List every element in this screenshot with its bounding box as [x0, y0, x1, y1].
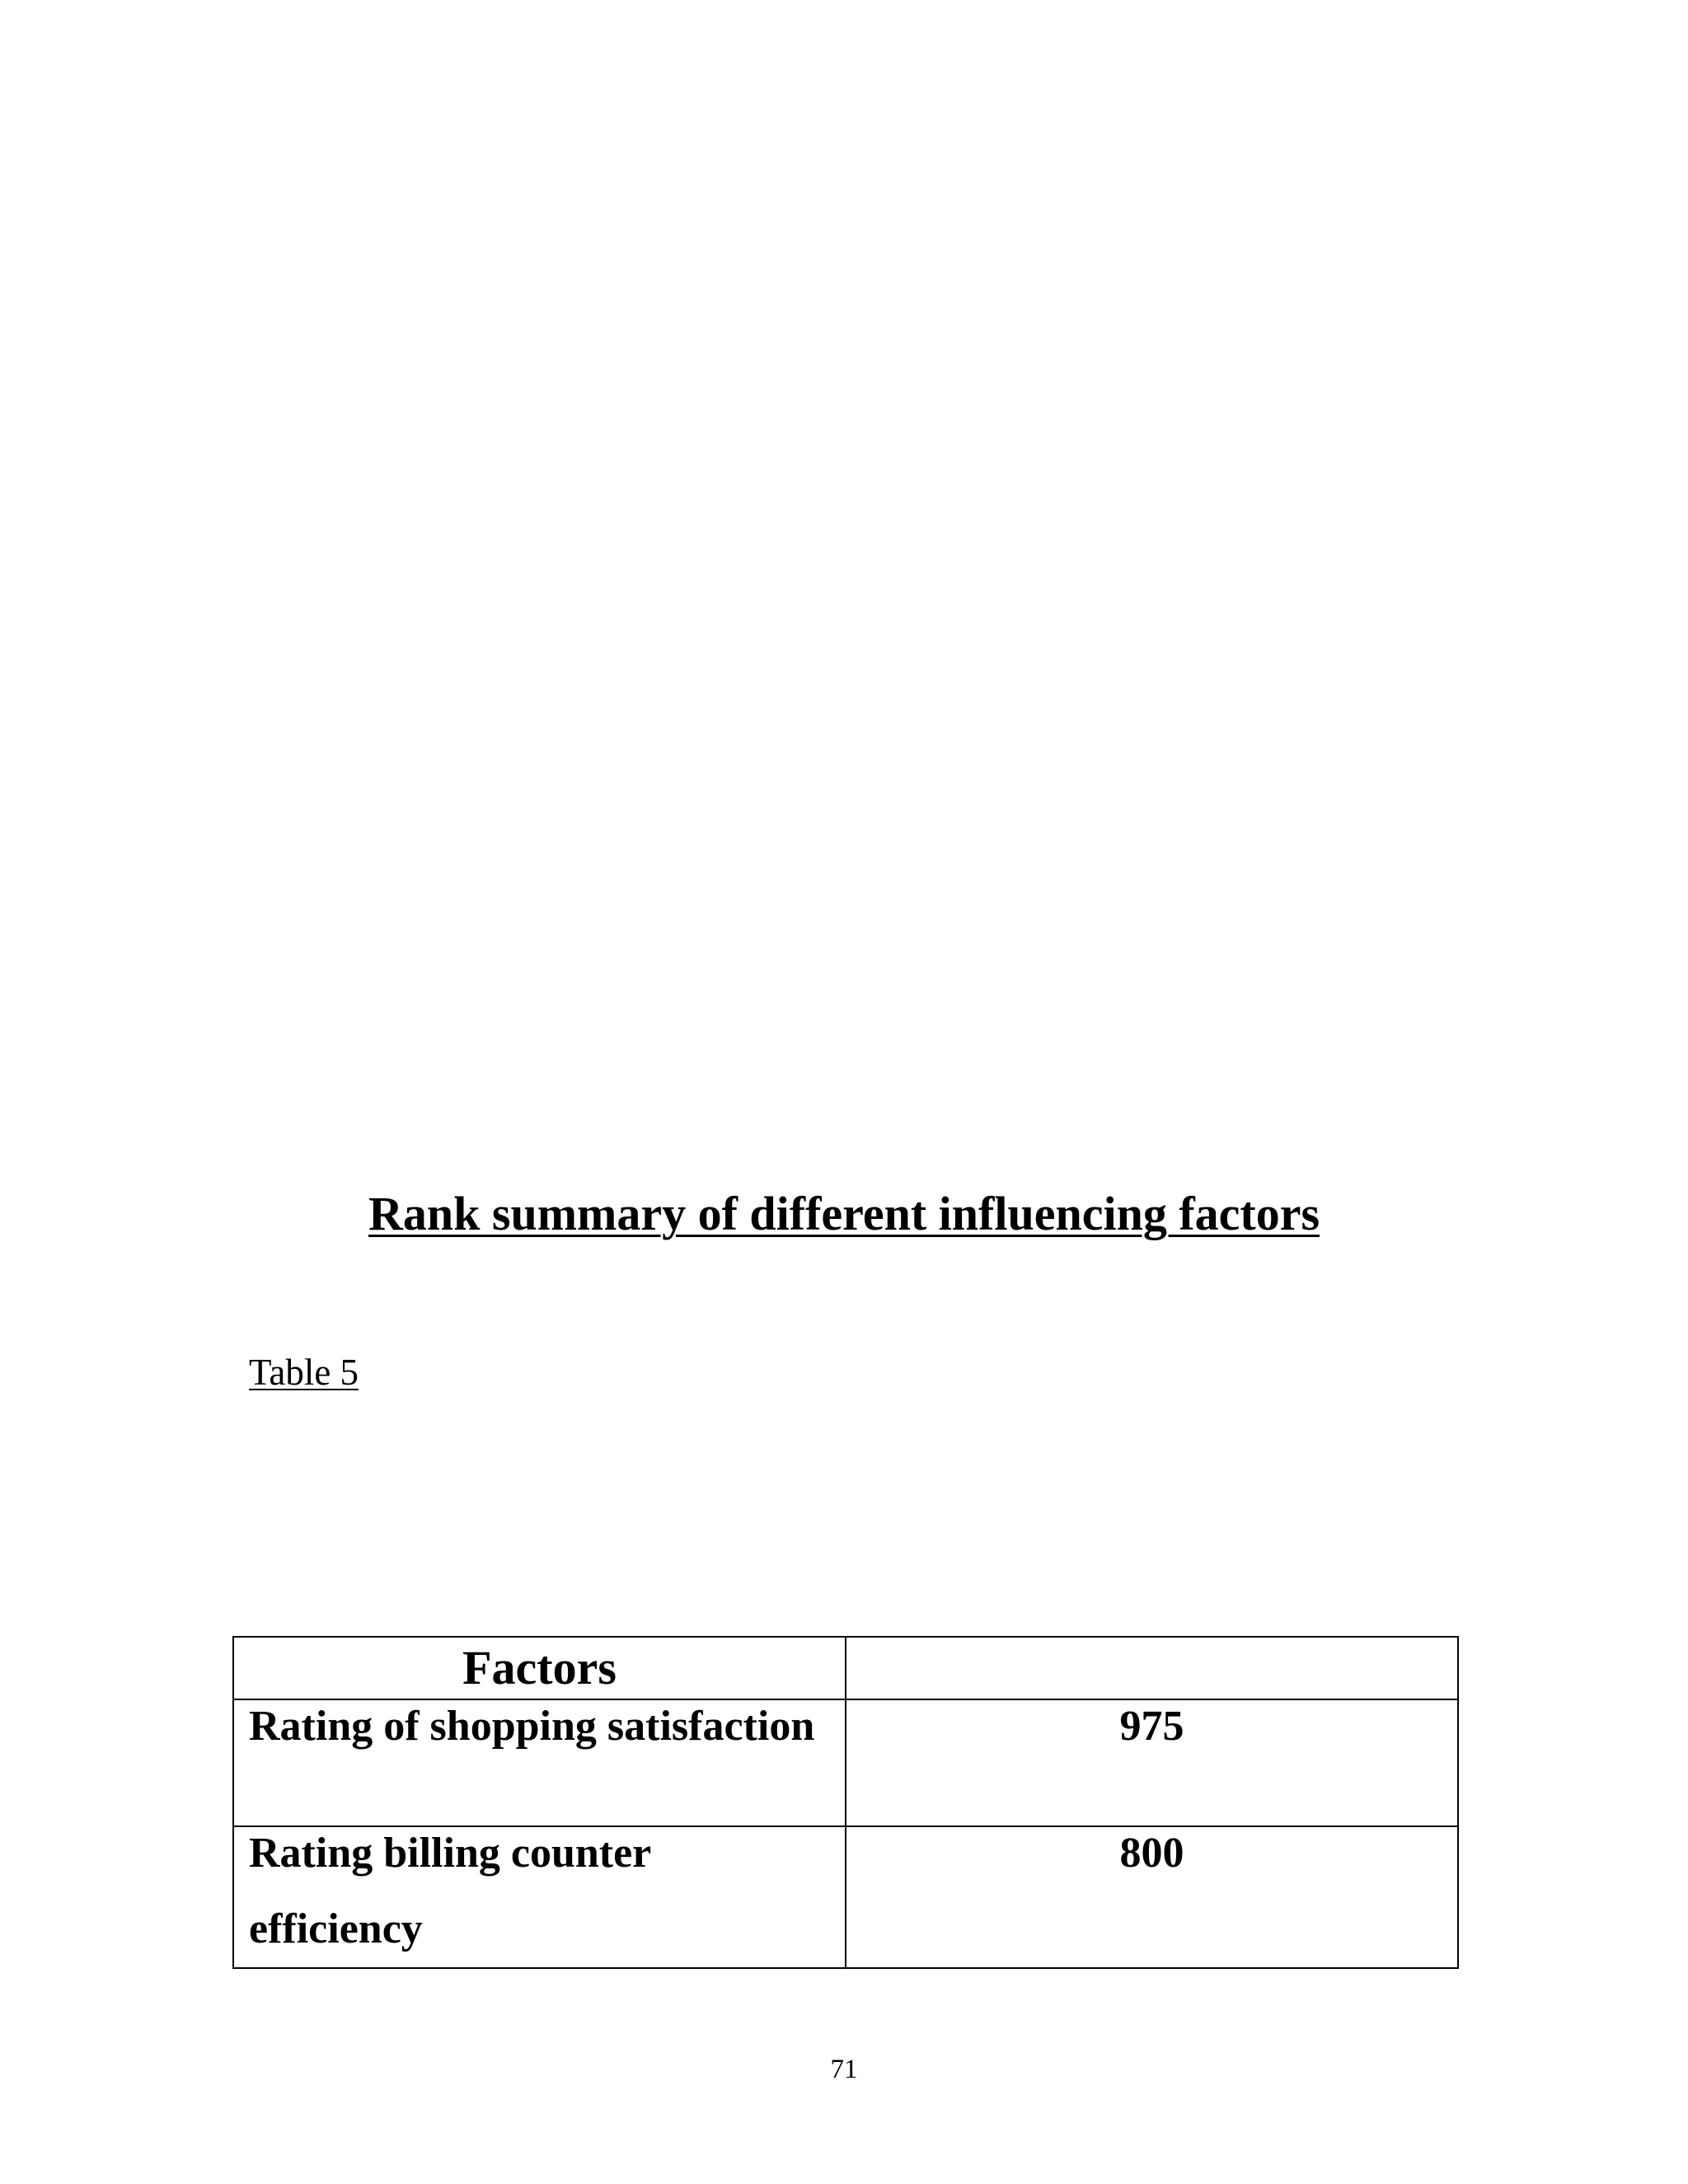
- factor-label: Rating of shopping satisfaction: [249, 1703, 815, 1750]
- value-cell: [846, 1699, 1458, 1826]
- value-label: 975: [1119, 1703, 1184, 1750]
- table-row: [233, 1699, 1458, 1826]
- factor-label: Rating billing counter efficiency: [249, 1830, 651, 1952]
- header-factors: Factors: [233, 1637, 846, 1699]
- table-row: [233, 1826, 1458, 1968]
- value-cell: [846, 1826, 1458, 1968]
- rank-summary-table: [232, 1636, 1459, 1969]
- page-number: 71: [830, 2055, 858, 2084]
- table-caption: Table 5: [249, 1352, 359, 1393]
- factor-cell: [233, 1826, 846, 1968]
- page-title: Rank summary of different influencing factors: [368, 1187, 1320, 1240]
- value-label: 800: [1119, 1830, 1184, 1877]
- factor-cell: [233, 1699, 846, 1826]
